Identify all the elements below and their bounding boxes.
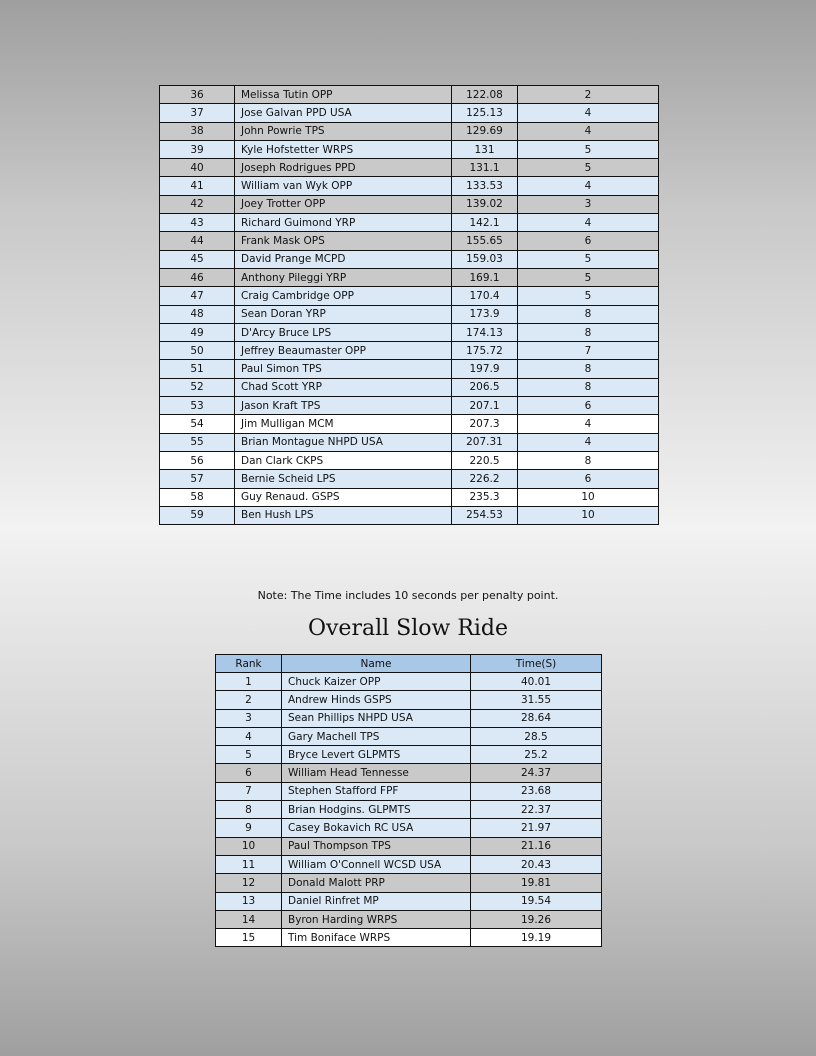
rank-cell: 2 [216, 691, 282, 709]
time-cell: 155.65 [452, 232, 518, 250]
time-cell: 206.5 [452, 378, 518, 396]
rank-cell: 51 [160, 360, 235, 378]
time-cell: 31.55 [471, 691, 602, 709]
table-row [216, 764, 602, 782]
table-row [160, 415, 659, 433]
points-cell: 4 [518, 214, 659, 232]
rank-cell: 45 [160, 250, 235, 268]
name-cell: D'Arcy Bruce LPS [235, 323, 452, 341]
table-row [216, 874, 602, 892]
penalty-note: Note: The Time includes 10 seconds per penalty point. [257, 589, 559, 602]
time-cell: 28.64 [471, 709, 602, 727]
rank-header: Rank [216, 655, 282, 673]
time-cell: 207.3 [452, 415, 518, 433]
time-cell: 19.54 [471, 892, 602, 910]
table-row [216, 673, 602, 691]
table-row [160, 287, 659, 305]
time-cell: 197.9 [452, 360, 518, 378]
rank-cell: 50 [160, 342, 235, 360]
results-table-body [160, 86, 659, 525]
rank-cell: 59 [160, 506, 235, 524]
table-row [216, 910, 602, 928]
name-cell: Paul Simon TPS [235, 360, 452, 378]
time-cell: 226.2 [452, 470, 518, 488]
name-cell: Jason Kraft TPS [235, 397, 452, 415]
time-cell: 125.13 [452, 104, 518, 122]
points-cell: 2 [518, 86, 659, 104]
name-cell: Gary Machell TPS [282, 727, 471, 745]
points-cell: 4 [518, 177, 659, 195]
rank-cell: 46 [160, 268, 235, 286]
table-row [160, 140, 659, 158]
time-cell: 170.4 [452, 287, 518, 305]
time-cell: 122.08 [452, 86, 518, 104]
table-row [216, 892, 602, 910]
rank-cell: 52 [160, 378, 235, 396]
table-row [216, 709, 602, 727]
rank-cell: 48 [160, 305, 235, 323]
rank-cell: 58 [160, 488, 235, 506]
time-cell: 22.37 [471, 801, 602, 819]
rank-cell: 53 [160, 397, 235, 415]
name-cell: Bernie Scheid LPS [235, 470, 452, 488]
table-row [160, 451, 659, 469]
name-cell: Jim Mulligan MCM [235, 415, 452, 433]
name-cell: Ben Hush LPS [235, 506, 452, 524]
time-cell: 129.69 [452, 122, 518, 140]
table-row [216, 782, 602, 800]
table-row [160, 323, 659, 341]
points-cell: 4 [518, 104, 659, 122]
rank-cell: 6 [216, 764, 282, 782]
rank-cell: 10 [216, 837, 282, 855]
points-cell: 8 [518, 378, 659, 396]
points-cell: 6 [518, 470, 659, 488]
table-row [216, 727, 602, 745]
name-cell: Donald Malott PRP [282, 874, 471, 892]
name-cell: Chuck Kaizer OPP [282, 673, 471, 691]
name-cell: Tim Boniface WRPS [282, 929, 471, 947]
time-cell: 207.1 [452, 397, 518, 415]
table-row [160, 397, 659, 415]
rank-cell: 15 [216, 929, 282, 947]
rank-cell: 12 [216, 874, 282, 892]
name-cell: David Prange MCPD [235, 250, 452, 268]
table-row [216, 691, 602, 709]
time-cell: 19.19 [471, 929, 602, 947]
time-cell: 235.3 [452, 488, 518, 506]
points-cell: 5 [518, 159, 659, 177]
name-cell: John Powrie TPS [235, 122, 452, 140]
rank-cell: 40 [160, 159, 235, 177]
rank-cell: 56 [160, 451, 235, 469]
name-cell: Frank Mask OPS [235, 232, 452, 250]
table-row [160, 232, 659, 250]
points-cell: 8 [518, 451, 659, 469]
name-cell: Casey Bokavich RC USA [282, 819, 471, 837]
time-cell: 133.53 [452, 177, 518, 195]
time-cell: 169.1 [452, 268, 518, 286]
name-cell: Daniel Rinfret MP [282, 892, 471, 910]
time-header: Time(S) [471, 655, 602, 673]
slow-ride-table-body [216, 673, 602, 947]
time-cell: 173.9 [452, 305, 518, 323]
name-cell: Richard Guimond YRP [235, 214, 452, 232]
table-row [216, 855, 602, 873]
time-cell: 19.81 [471, 874, 602, 892]
time-cell: 25.2 [471, 746, 602, 764]
slow-ride-title: Overall Slow Ride [307, 616, 509, 641]
rank-cell: 37 [160, 104, 235, 122]
name-cell: Jose Galvan PPD USA [235, 104, 452, 122]
name-cell: Byron Harding WRPS [282, 910, 471, 928]
time-cell: 142.1 [452, 214, 518, 232]
table-row [160, 214, 659, 232]
table-row [160, 506, 659, 524]
rank-cell: 41 [160, 177, 235, 195]
rank-cell: 8 [216, 801, 282, 819]
name-cell: Dan Clark CKPS [235, 451, 452, 469]
table-row [216, 929, 602, 947]
name-cell: Melissa Tutin OPP [235, 86, 452, 104]
table-row [216, 801, 602, 819]
name-cell: William Head Tennesse [282, 764, 471, 782]
rank-cell: 1 [216, 673, 282, 691]
time-cell: 207.31 [452, 433, 518, 451]
points-cell: 8 [518, 323, 659, 341]
name-header: Name [282, 655, 471, 673]
table-row [160, 488, 659, 506]
time-cell: 28.5 [471, 727, 602, 745]
points-cell: 5 [518, 268, 659, 286]
rank-cell: 55 [160, 433, 235, 451]
name-cell: Guy Renaud. GSPS [235, 488, 452, 506]
name-cell: William O'Connell WCSD USA [282, 855, 471, 873]
time-cell: 131.1 [452, 159, 518, 177]
time-cell: 139.02 [452, 195, 518, 213]
time-cell: 21.16 [471, 837, 602, 855]
table-row [160, 470, 659, 488]
points-cell: 5 [518, 140, 659, 158]
name-cell: Chad Scott YRP [235, 378, 452, 396]
slow-ride-table [215, 654, 602, 947]
points-cell: 10 [518, 506, 659, 524]
rank-cell: 47 [160, 287, 235, 305]
name-cell: Kyle Hofstetter WRPS [235, 140, 452, 158]
table-row [160, 433, 659, 451]
rank-cell: 14 [216, 910, 282, 928]
table-row [160, 305, 659, 323]
table-row [160, 86, 659, 104]
table-row [160, 122, 659, 140]
table-row [160, 250, 659, 268]
table-row [160, 378, 659, 396]
points-cell: 8 [518, 360, 659, 378]
time-cell: 20.43 [471, 855, 602, 873]
time-cell: 159.03 [452, 250, 518, 268]
rank-cell: 11 [216, 855, 282, 873]
name-cell: Anthony Pileggi YRP [235, 268, 452, 286]
name-cell: Joey Trotter OPP [235, 195, 452, 213]
rank-cell: 49 [160, 323, 235, 341]
points-cell: 10 [518, 488, 659, 506]
name-cell: Bryce Levert GLPMTS [282, 746, 471, 764]
points-cell: 7 [518, 342, 659, 360]
time-cell: 40.01 [471, 673, 602, 691]
points-cell: 4 [518, 433, 659, 451]
table-row [216, 837, 602, 855]
name-cell: Andrew Hinds GSPS [282, 691, 471, 709]
rank-cell: 3 [216, 709, 282, 727]
time-cell: 19.26 [471, 910, 602, 928]
table-row [216, 746, 602, 764]
time-cell: 254.53 [452, 506, 518, 524]
points-cell: 6 [518, 397, 659, 415]
points-cell: 8 [518, 305, 659, 323]
rank-cell: 57 [160, 470, 235, 488]
name-cell: Jeffrey Beaumaster OPP [235, 342, 452, 360]
time-cell: 23.68 [471, 782, 602, 800]
slow-ride-header-row [216, 655, 602, 673]
table-row [160, 342, 659, 360]
points-cell: 4 [518, 122, 659, 140]
name-cell: Sean Phillips NHPD USA [282, 709, 471, 727]
name-cell: Brian Hodgins. GLPMTS [282, 801, 471, 819]
points-cell: 6 [518, 232, 659, 250]
table-row [160, 104, 659, 122]
name-cell: Stephen Stafford FPF [282, 782, 471, 800]
table-row [160, 159, 659, 177]
rank-cell: 54 [160, 415, 235, 433]
time-cell: 24.37 [471, 764, 602, 782]
name-cell: Paul Thompson TPS [282, 837, 471, 855]
time-cell: 175.72 [452, 342, 518, 360]
points-cell: 5 [518, 287, 659, 305]
name-cell: Joseph Rodrigues PPD [235, 159, 452, 177]
table-row [160, 268, 659, 286]
rank-cell: 5 [216, 746, 282, 764]
rank-cell: 43 [160, 214, 235, 232]
rank-cell: 13 [216, 892, 282, 910]
rank-cell: 44 [160, 232, 235, 250]
table-row [216, 819, 602, 837]
time-cell: 174.13 [452, 323, 518, 341]
rank-cell: 39 [160, 140, 235, 158]
time-cell: 220.5 [452, 451, 518, 469]
points-cell: 3 [518, 195, 659, 213]
table-row [160, 195, 659, 213]
table-row [160, 360, 659, 378]
time-cell: 21.97 [471, 819, 602, 837]
rank-cell: 7 [216, 782, 282, 800]
rank-cell: 42 [160, 195, 235, 213]
points-cell: 5 [518, 250, 659, 268]
rank-cell: 36 [160, 86, 235, 104]
name-cell: Craig Cambridge OPP [235, 287, 452, 305]
name-cell: William van Wyk OPP [235, 177, 452, 195]
time-cell: 131 [452, 140, 518, 158]
rank-cell: 9 [216, 819, 282, 837]
rank-cell: 38 [160, 122, 235, 140]
table-row [160, 177, 659, 195]
rank-cell: 4 [216, 727, 282, 745]
results-table [159, 85, 659, 525]
name-cell: Brian Montague NHPD USA [235, 433, 452, 451]
name-cell: Sean Doran YRP [235, 305, 452, 323]
points-cell: 4 [518, 415, 659, 433]
